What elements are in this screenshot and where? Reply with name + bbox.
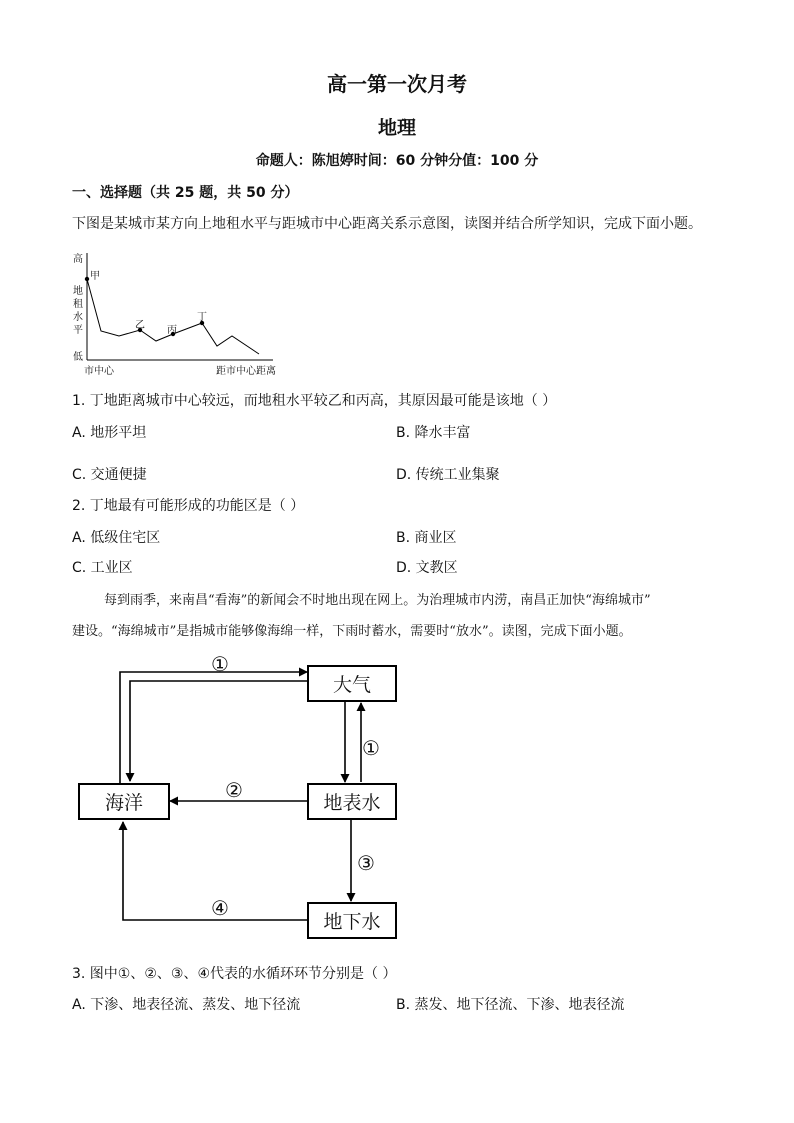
rent-chart [70,250,285,375]
exam-title: 高一第一次月考 [327,72,467,96]
label-yi: 乙 [135,320,145,331]
subject-title: 地理 [377,117,416,139]
q3-option-a[interactable]: A. 下渗、地表径流、蒸发、地下径流 [72,997,301,1013]
label-process-2: ② [225,778,243,802]
ocean-box: 海洋 [78,783,170,820]
section-heading: 一、选择题（共 25 题，共 50 分） [72,185,299,201]
label-bing: 丙 [167,325,177,336]
y-label-char-3: 水 [73,312,83,323]
label-process-3: ③ [357,851,375,875]
groundwater-box: 地下水 [307,902,397,939]
exam-meta: 命题人：陈旭婷时间：60 分钟分值：100 分 [255,153,539,169]
x-origin-label: 市中心 [84,366,114,377]
label-process-1-top: ① [211,652,229,676]
y-label-char-2: 租 [73,299,83,310]
q2-stem: 2. 丁地最有可能形成的功能区是（ ） [72,498,305,514]
atmosphere-box: 大气 [307,665,397,702]
q1-option-a[interactable]: A. 地形平坦 [72,425,147,441]
q1-option-b[interactable]: B. 降水丰富 [396,425,471,441]
y-top-label: 高 [73,254,83,265]
passage-line-2: 建设。“海绵城市”是指城市能够像海绵一样，下雨时蓄水，需要时“放水”。读图，完成下面小题。 [72,624,632,639]
water-cycle-diagram [70,650,410,945]
q2-option-d[interactable]: D. 文教区 [396,560,458,576]
label-process-1-right: ① [362,736,380,760]
y-bottom-label: 低 [73,352,83,363]
x-end-label: 距市中心距离 [216,366,276,377]
passage-line-1: 每到雨季，来南昌“看海”的新闻会不时地出现在网上。为治理城市内涝，南昌正加快“海绵城市” [104,593,651,608]
q2-option-a[interactable]: A. 低级住宅区 [72,530,161,546]
arrow-ocean-to-atmosphere [120,672,307,783]
q2-option-c[interactable]: C. 工业区 [72,560,133,576]
surface-water-box: 地表水 [307,783,397,820]
y-label-char-4: 平 [73,325,83,336]
q1-option-c[interactable]: C. 交通便捷 [72,467,147,483]
rent-chart-svg [70,250,285,375]
q3-stem: 3. 图中①、②、③、④代表的水循环环节分别是（ ） [72,966,397,982]
q1-stem: 1. 丁地距离城市中心较远，而地租水平较乙和丙高，其原因最可能是该地（ ） [72,393,557,409]
q1-option-d[interactable]: D. 传统工业集聚 [396,467,500,483]
point-jia [85,277,89,281]
y-label-char-1: 地 [73,286,83,297]
rent-curve [87,279,259,354]
intro-text: 下图是某城市某方向上地租水平与距城市中心距离关系示意图，读图并结合所学知识，完成下面小题。 [72,216,702,232]
q2-option-b[interactable]: B. 商业区 [396,530,457,546]
q3-option-b[interactable]: B. 蒸发、地下径流、下渗、地表径流 [396,997,625,1013]
label-jia: 甲 [90,271,100,282]
arrow-atmosphere-to-ocean [130,681,307,781]
label-ding: 丁 [197,312,207,323]
label-process-4: ④ [211,896,229,920]
